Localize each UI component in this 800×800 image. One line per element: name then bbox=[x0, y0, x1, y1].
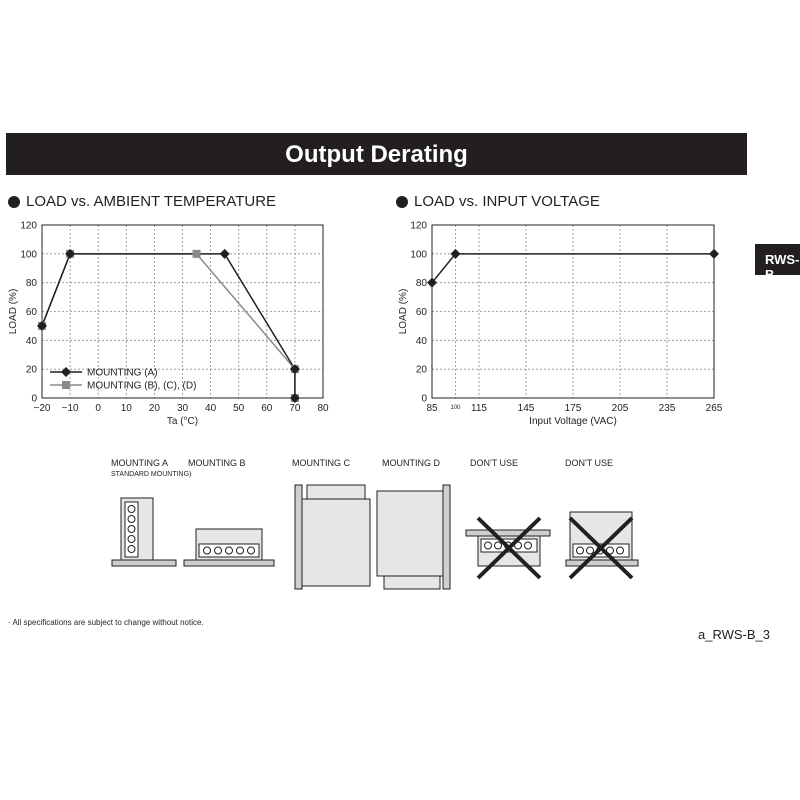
x-tick-label: 265 bbox=[705, 403, 723, 414]
dont-use-diagram-1 bbox=[466, 518, 550, 578]
legend-label: MOUNTING (B), (C), (D) bbox=[87, 380, 197, 392]
y-tick-label: 80 bbox=[415, 278, 427, 290]
x-tick-label: 100 bbox=[450, 405, 461, 411]
data-point-square bbox=[193, 250, 201, 258]
y-tick-label: 60 bbox=[25, 307, 37, 318]
y-axis-label: LOAD (%) bbox=[8, 288, 19, 335]
bullet-dot-icon bbox=[396, 196, 408, 208]
chart1-heading bbox=[8, 193, 276, 210]
x-tick-label: −10 bbox=[61, 403, 79, 414]
y-tick-label: 100 bbox=[20, 249, 37, 261]
mounting-d-label: MOUNTING D bbox=[382, 458, 440, 468]
x-tick-label: 115 bbox=[471, 403, 487, 414]
legend-label: MOUNTING (A) bbox=[87, 367, 158, 379]
dont-use-diagram-2 bbox=[566, 512, 638, 578]
dont-use-label-2: DON'T USE bbox=[565, 458, 614, 468]
y-tick-label: 60 bbox=[415, 307, 427, 318]
mounting-a-diagram bbox=[112, 498, 176, 566]
x-tick-label: 20 bbox=[148, 403, 160, 414]
series-line bbox=[42, 254, 295, 398]
chart2-heading bbox=[396, 193, 600, 210]
x-tick-label: −20 bbox=[33, 403, 51, 414]
side-tab bbox=[755, 244, 800, 282]
y-tick-label: 20 bbox=[415, 364, 427, 376]
bullet-dot-icon bbox=[8, 196, 20, 208]
mounting-b-label: MOUNTING B bbox=[188, 458, 246, 468]
title-banner bbox=[6, 133, 747, 175]
y-tick-label: 0 bbox=[31, 393, 37, 405]
x-tick-label: 0 bbox=[95, 403, 101, 414]
page-code: a_RWS-B_3 bbox=[698, 627, 771, 642]
side-tab-label: RWS-B bbox=[765, 252, 800, 282]
chart2-title: LOAD vs. INPUT VOLTAGE bbox=[414, 193, 600, 210]
dont-use-label-1: DON'T USE bbox=[470, 458, 519, 468]
chart1-title: LOAD vs. AMBIENT TEMPERATURE bbox=[26, 193, 277, 210]
y-tick-label: 120 bbox=[410, 220, 427, 232]
x-tick-label: 70 bbox=[289, 403, 301, 414]
x-tick-label: 85 bbox=[426, 403, 438, 414]
mounting-diagrams bbox=[0, 480, 800, 595]
y-tick-label: 40 bbox=[25, 335, 37, 347]
x-tick-label: 40 bbox=[205, 403, 217, 414]
y-tick-label: 0 bbox=[421, 393, 427, 405]
y-tick-label: 40 bbox=[415, 335, 427, 347]
x-tick-label: 235 bbox=[658, 403, 676, 414]
y-tick-label: 80 bbox=[25, 278, 37, 290]
mounting-d-diagram bbox=[377, 485, 450, 589]
x-tick-label: 175 bbox=[564, 403, 582, 414]
chart-load-vs-voltage bbox=[390, 210, 735, 440]
mounting-c-label: MOUNTING C bbox=[292, 458, 350, 468]
mounting-a-sublabel: STANDARD MOUNTING) bbox=[111, 471, 192, 478]
mounting-a-label: MOUNTING A bbox=[111, 458, 169, 468]
y-tick-label: 120 bbox=[20, 220, 37, 232]
x-tick-label: 50 bbox=[233, 403, 245, 414]
y-tick-label: 20 bbox=[25, 364, 37, 376]
data-point-diamond bbox=[220, 249, 230, 259]
mounting-b-diagram bbox=[184, 529, 274, 566]
x-tick-label: 205 bbox=[611, 403, 629, 414]
x-axis-label: Input Voltage (VAC) bbox=[529, 416, 617, 427]
page-title: Output Derating bbox=[285, 141, 468, 168]
x-tick-label: 145 bbox=[517, 403, 535, 414]
series-line bbox=[42, 254, 295, 398]
y-axis-label: LOAD (%) bbox=[398, 288, 409, 335]
chart-load-vs-temperature bbox=[0, 210, 340, 440]
x-tick-label: 30 bbox=[176, 403, 189, 414]
legend-marker bbox=[61, 367, 71, 377]
x-tick-label: 60 bbox=[261, 403, 273, 414]
x-tick-label: 10 bbox=[120, 403, 132, 414]
disclaimer-note: · All specifications are subject to change without notice. bbox=[8, 618, 204, 627]
mounting-c-diagram bbox=[295, 485, 370, 589]
legend-marker bbox=[62, 381, 70, 389]
data-point-diamond bbox=[709, 249, 719, 259]
x-axis-label: Ta (°C) bbox=[166, 416, 199, 427]
x-tick-label: 80 bbox=[317, 403, 329, 414]
y-tick-label: 100 bbox=[410, 249, 427, 261]
